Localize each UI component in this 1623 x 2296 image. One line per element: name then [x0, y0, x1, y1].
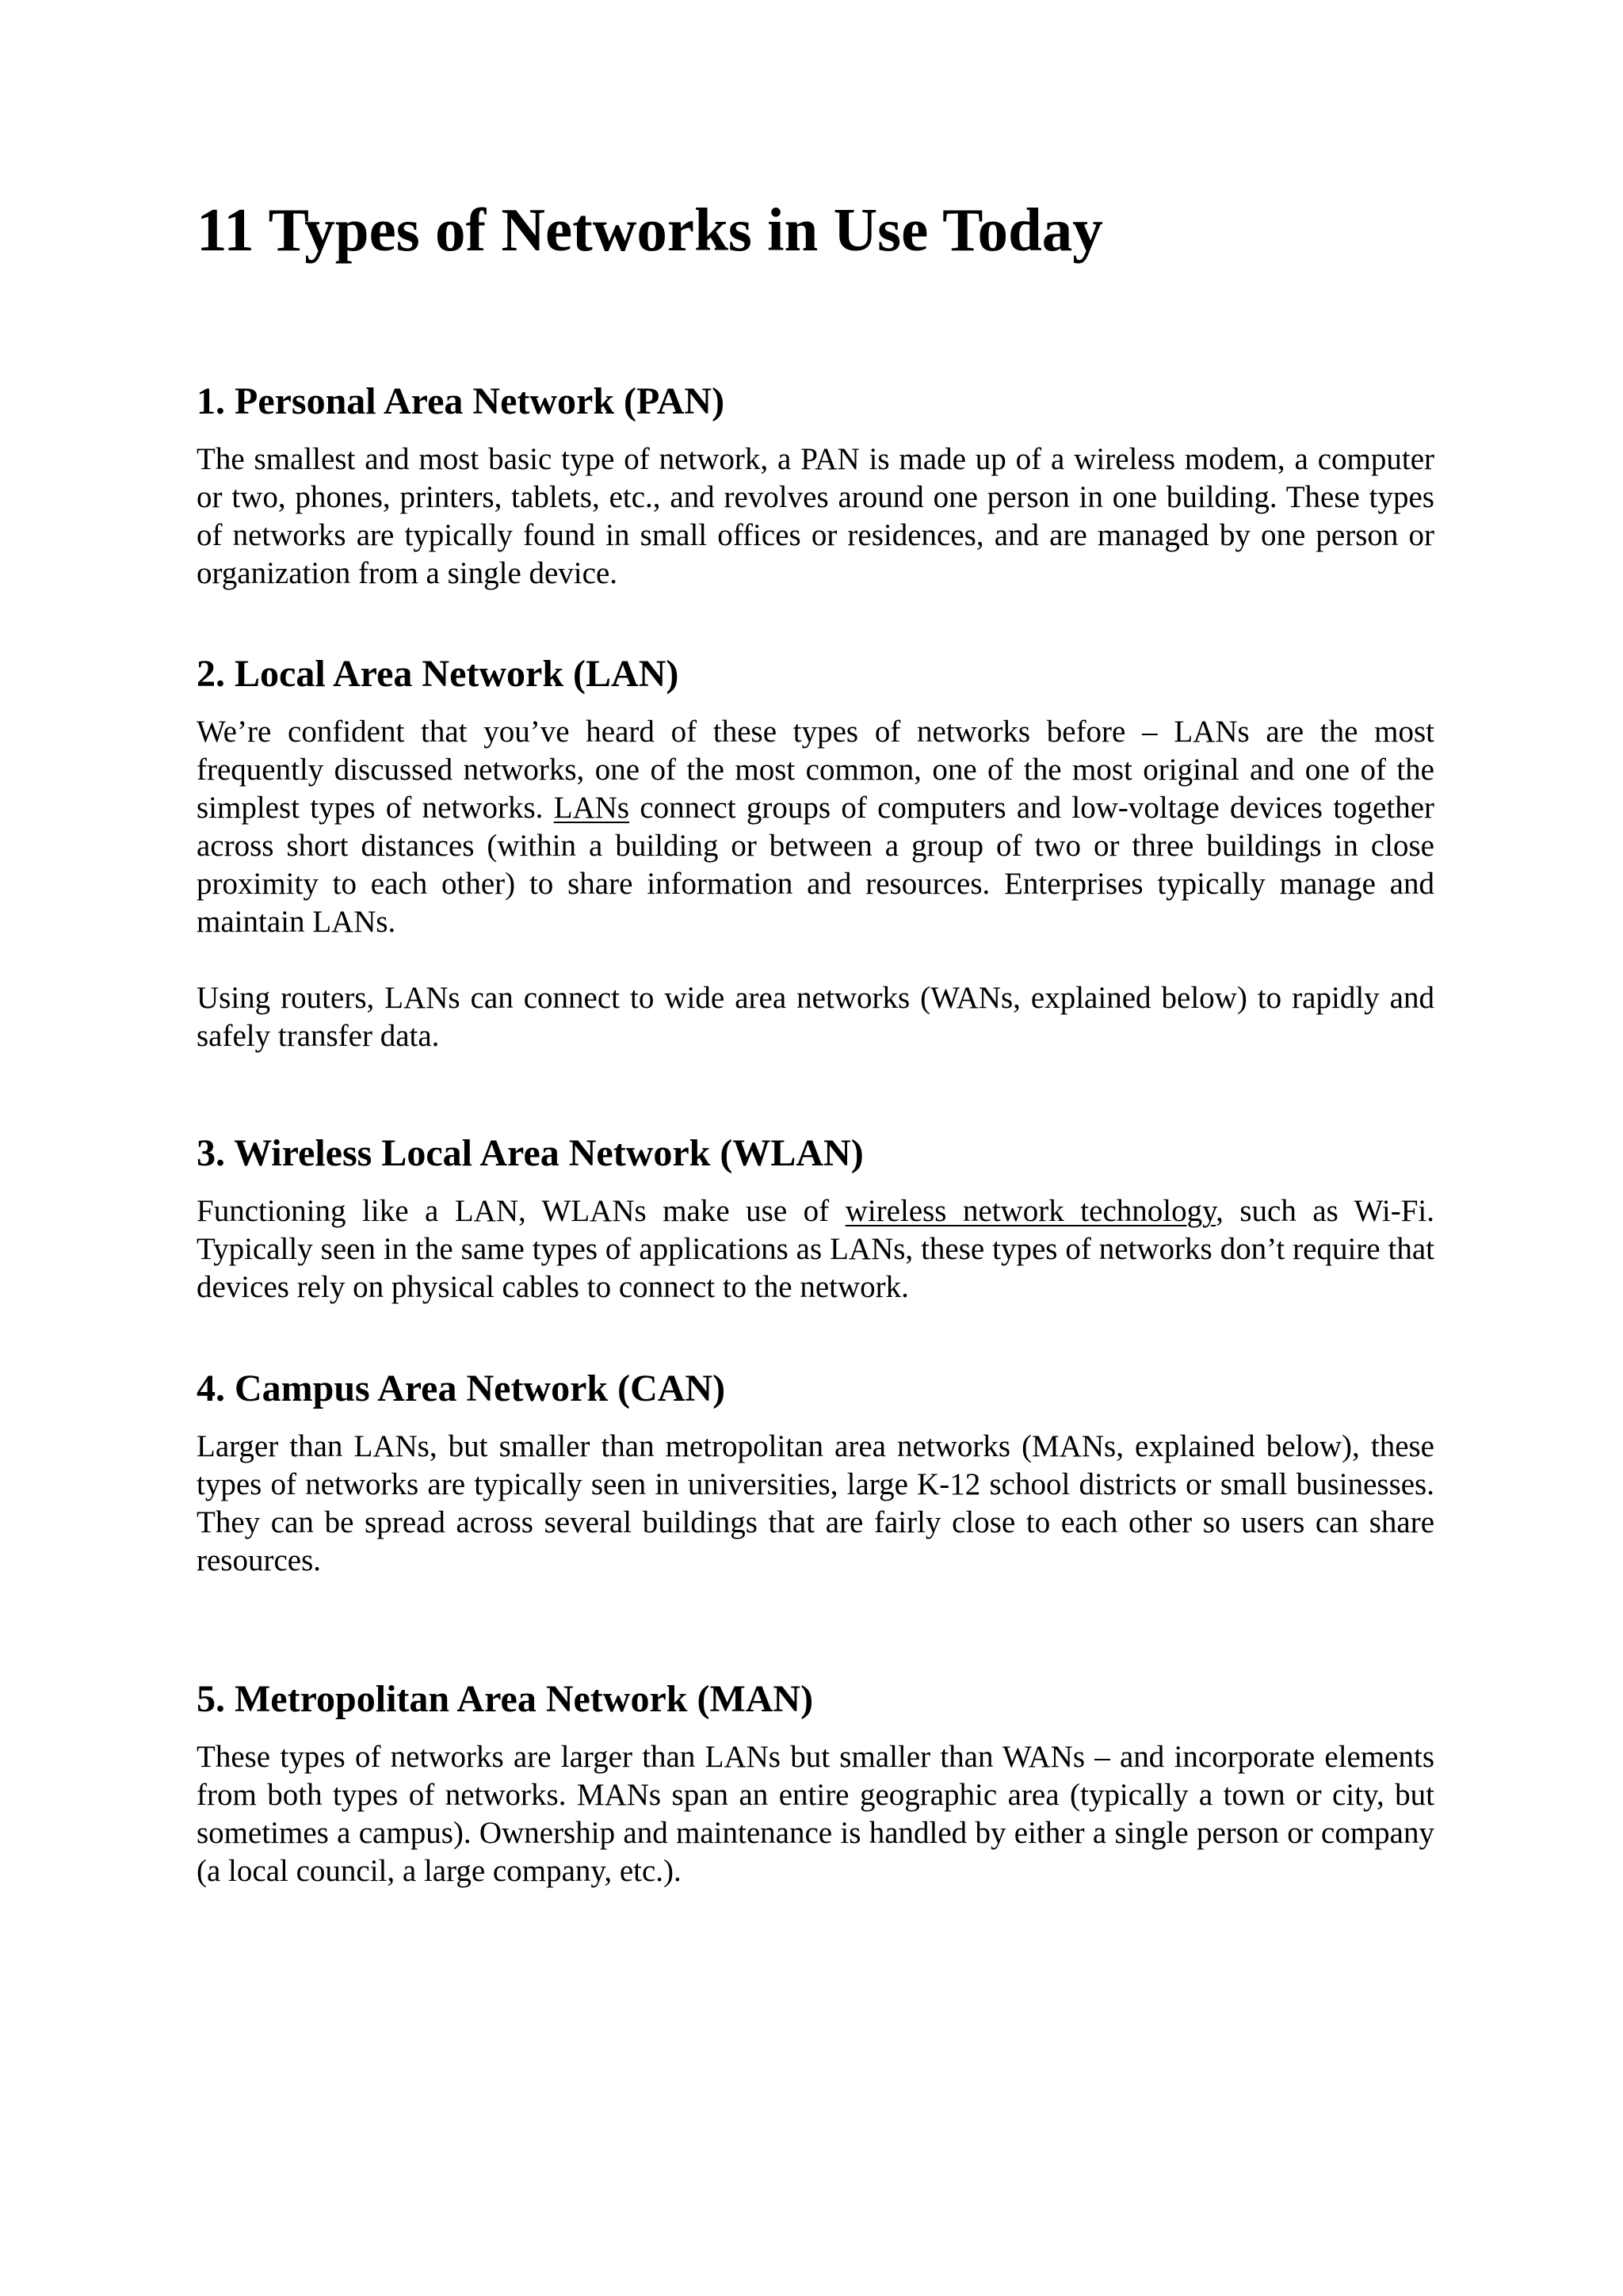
wlan-paragraph-text-end: , such as Wi-Fi. Typically seen in the same types of applications as LANs, these types of networks don’t require that devices rely on physical cables to connect to the network.	[197, 1193, 1434, 1304]
section-paragraph-lan-2: Using routers, LANs can connect to wide area networks (WANs, explained below) to rapidly and safely transfer data.	[197, 980, 1434, 1053]
lan-paragraph-text-end: connect groups of computers and low-voltage devices together across short distances (within a building or between a group of two or three buildings in close proximity to each other) to share information and resources. Enterprises typically manage and maintain LANs.	[197, 790, 1434, 939]
section-heading-man: 5. Metropolitan Area Network (MAN)	[197, 1678, 814, 1720]
section-paragraph-lan-1	[197, 713, 1434, 941]
section-man	[197, 1676, 1434, 1890]
section-paragraph-pan: The smallest and most basic type of network, a PAN is made up of a wireless modem, a computer or two, phones, printers, tablets, etc., and revolves around one person in one building. These types of networks are typically found in small offices or residences, and are managed by one person or organization from a single device.	[197, 441, 1434, 590]
lan-paragraph-text-start: We’re confident that you’ve heard of these types of networks before – LANs are the most frequently discussed networks, one of the most common, one of the most original and one of the simplest types of networks.	[197, 714, 1434, 825]
section-paragraph-can: Larger than LANs, but smaller than metropolitan area networks (MANs, explained below), these types of networks are typically seen in universities, large K-12 school districts or small businesses. They can be spread across several buildings that are fairly close to each other so users can share resources.	[197, 1428, 1434, 1577]
section-heading-can: 4. Campus Area Network (CAN)	[197, 1367, 726, 1409]
wireless-network-technology-link[interactable]: wireless network technology	[845, 1193, 1216, 1228]
section-pan	[197, 379, 1434, 593]
document-title: 11 Types of Networks in Use Today	[197, 196, 1103, 264]
section-can	[197, 1366, 1434, 1580]
section-heading-lan: 2. Local Area Network (LAN)	[197, 653, 679, 695]
section-wlan	[197, 1131, 1434, 1306]
section-paragraph-man: These types of networks are larger than LANs but smaller than WANs – and incorporate elements from both types of networks. MANs span an entire geographic area (typically a town or city, but sometimes a campus). Ownership and maintenance is handled by either a single person or company (a local council, a large company, etc.).	[197, 1739, 1434, 1888]
lans-link[interactable]: LANs	[553, 790, 630, 825]
section-paragraph-wlan	[197, 1192, 1434, 1306]
section-heading-wlan: 3. Wireless Local Area Network (WLAN)	[197, 1132, 864, 1174]
section-lan	[197, 651, 1434, 1055]
wlan-paragraph-text-start: Functioning like a LAN, WLANs make use of	[197, 1193, 846, 1228]
section-heading-pan: 1. Personal Area Network (PAN)	[197, 380, 725, 422]
